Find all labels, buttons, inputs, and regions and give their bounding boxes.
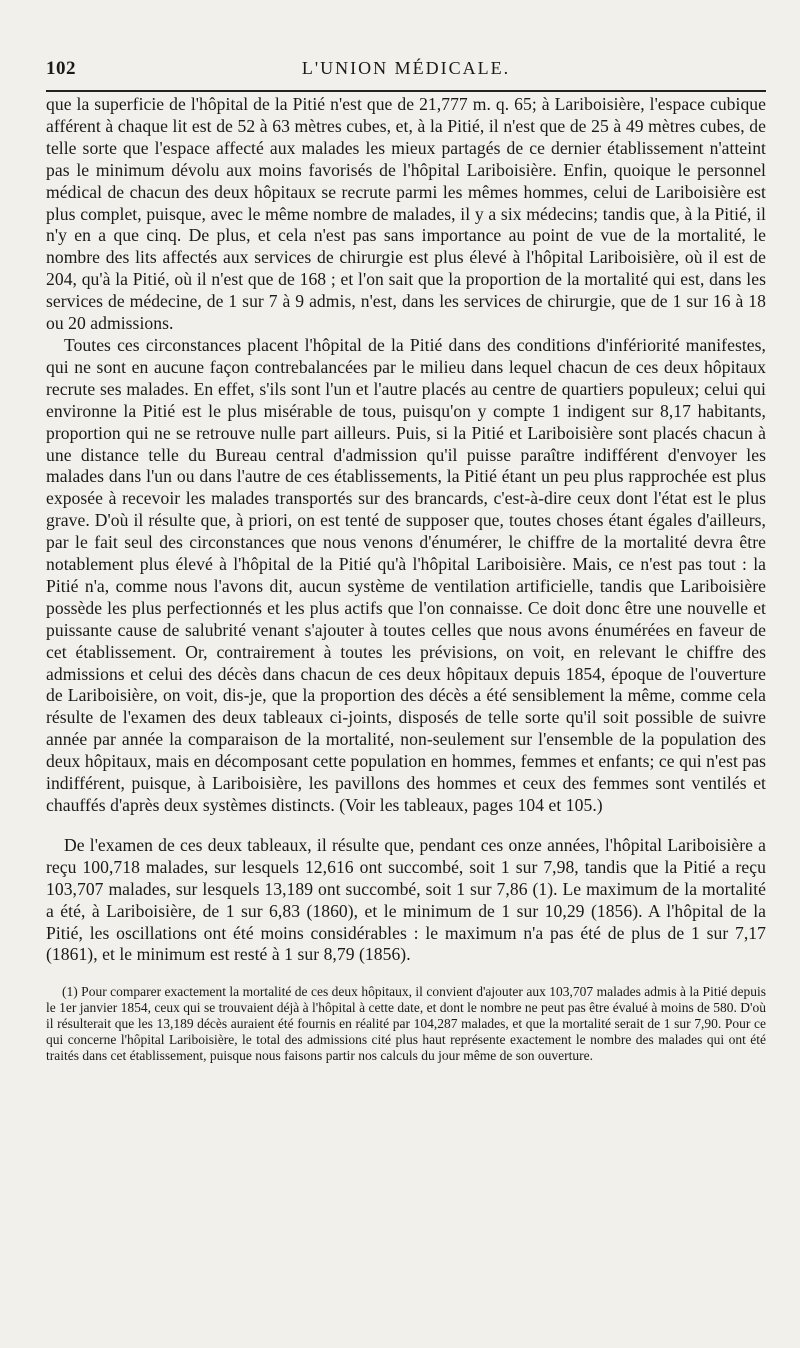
paragraph-continuation: que la superficie de l'hôpital de la Pitié n'est que de 21,777 m. q. 65; à Lariboisière, l'espace cubique afférent à chaque lit est de 52 à 63 mètres cubes, et, à la Pitié, il n'est que de 25 à 49 mètres cubes, de telle sorte que l'espace affecté aux malades les mieux partagés de ce dernier établissement n'atteint pas le minimum dévolu aux moins favorisés de l'hôpital Lariboisière. Enfin, quoique le personnel médical de chacun des deux hôpitaux se recrute parmi les mêmes hommes, celui de Lariboisière est plus complet, puisque, avec le même nombre de malades, il y a six médecins; tandis que, à la Pitié, il n'y en a que cinq. De plus, et cela n'est pas sans importance au point de vue de la mortalité, le nombre des lits affectés aux services de chirurgie est plus élevé à l'hôpital Lariboisière, où il est de 204, qu'à la Pitié, où il n'est que de 168 ; et l'on sait que la proportion de la mortalité qui est, dans les services de médecine, de 1 sur 7 à 9 admis, n'est, dans les services de chirurgie, que de 1 sur 16 à 18 ou 20 admissions.: [46, 94, 766, 334]
paragraph-examination: De l'examen de ces deux tableaux, il résulte que, pendant ces onze années, l'hôpital Lariboisière a reçu 100,718 malades, sur lesquels 12,616 ont succombé, soit 1 sur 7,98, tandis que la Pitié a reçu 103,707 malades, sur lesquels 13,189 ont succombé, soit 1 sur 7,86 (1). Le maximum de la mortalité a été, à Lariboisière, de 1 sur 6,83 (1860), et le minimum de 1 sur 10,29 (1856). A l'hôpital de la Pitié, les oscillations ont été moins considérables : le maximum n'a pas été de plus de 1 sur 7,17 (1861), et le minimum est resté à 1 sur 8,79 (1856).: [46, 834, 766, 965]
paragraph-gap: [46, 817, 766, 835]
footnote: (1) Pour comparer exactement la mortalité de ces deux hôpitaux, il convient d'ajouter aux 103,707 malades admis à la Pitié depuis le 1er janvier 1854, ceux qui se trouvaient déjà à l'hôpital à cette date, et dont le nombre ne peut pas être évalué à moins de 580. D'où il résulterait que les 13,189 décès auraient été fournis en réalité par 104,287 malades, et que la mortalité serait de 1 sur 7,90. Pour ce qui concerne l'hôpital Lariboisière, le total des admissions cité plus haut représente exactement le nombre des malades qui ont été traités dans cet établissement, puisque nous faisons partir nos calculs du jour même de son ouverture.: [46, 984, 766, 1064]
body-text: [46, 94, 766, 966]
page-number: 102: [46, 58, 76, 79]
paragraph-circumstances: Toutes ces circonstances placent l'hôpital de la Pitié dans des conditions d'infériorité manifestes, qui ne sont en aucune façon contrebalancées par le milieu dans lequel chacun de ces deux hôpitaux recrute ses malades. En effet, s'ils sont l'un et l'autre placés au centre de quartiers populeux; celui qui environne la Pitié est le plus misérable de tous, puisqu'on y compte 1 indigent sur 8,17 habitants, proportion qui ne se retrouve nulle part ailleurs. Puis, si la Pitié et Lariboisière sont placés chacun à une distance telle du Bureau central d'admission qu'il puisse paraître indifférent d'envoyer les malades dans l'un ou dans l'autre de ces établissements, la Pitié étant un peu plus rapprochée est plus exposée à recevoir les malades transportés sur des brancards, c'est-à-dire ceux dont l'état est le plus grave. D'où il résulte que, à priori, on est tenté de supposer que, toutes choses étant égales d'ailleurs, par le fait seul des circonstances que nous venons d'énumérer, le chiffre de la mortalité devra être notablement plus élevé à l'hôpital de la Pitié qu'à l'hôpital Lariboisière. Mais, ce n'est pas tout : la Pitié n'a, comme nous l'avons dit, aucun système de ventilation artificielle, tandis que Lariboisière possède les plus perfectionnés et les plus actifs que l'on connaisse. Ce doit donc être une nouvelle et puissante cause de salubrité venant s'ajouter à toutes celles que nous avons énumérées en faveur de cet établissement. Or, contrairement à toutes les prévisions, on voit, en relevant le chiffre des admissions et celui des décès dans chacun de ces deux hôpitaux depuis 1854, époque de l'ouverture de Lariboisière, on voit, dis-je, que la proportion des décès a été sensiblement la même, comme cela résulte de l'examen des deux tableaux ci-joints, disposés de telle sorte qu'il soit possible de suivre année par année la comparaison de la mortalité, non-seulement sur l'ensemble de la population des deux hôpitaux, mais en décomposant cette population en hommes, femmes et enfants; ce qui n'est pas indifférent, puisque, à Lariboisière, les pavillons des hommes et ceux des femmes sont ventilés et chauffés d'après deux systèmes distincts. (Voir les tableaux, pages 104 et 105.): [46, 334, 766, 815]
page-header: [46, 58, 766, 90]
header-rule: [46, 90, 766, 92]
running-title: L'UNION MÉDICALE.: [301, 58, 511, 78]
